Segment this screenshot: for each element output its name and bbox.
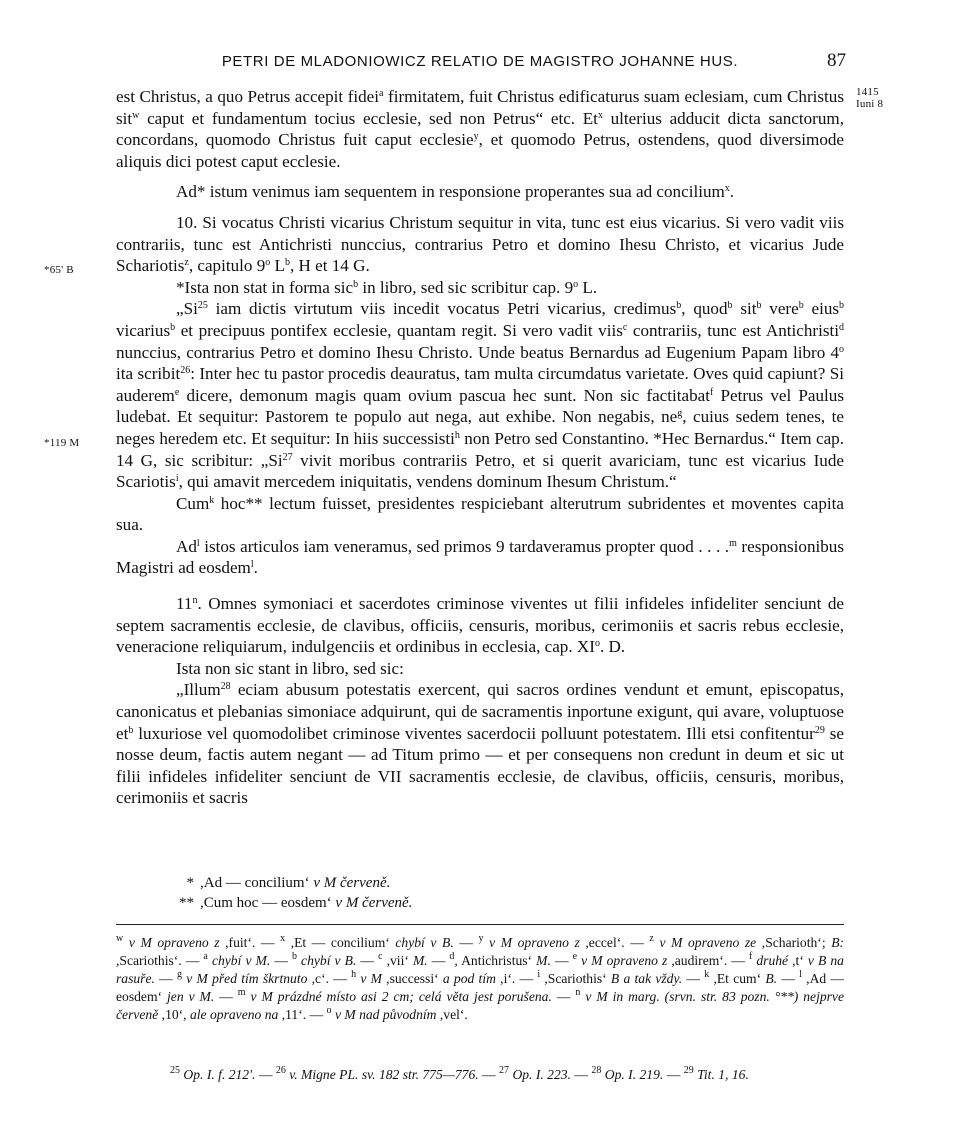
asterisk-mark: ** bbox=[179, 895, 194, 911]
running-title: PETRI DE MLADONIOWICZ RELATIO DE MAGISTRO JOHANNE HUS. bbox=[221, 53, 739, 70]
margin-date-day: Iuni 8 bbox=[856, 98, 884, 110]
paragraph-5: „Si$^{25}$ iam dictis virtutum viis incedit vocatus Petri vicarius, credimus$^b$, quod$^b$ sit$^b$ vere$^b$ eius$^b$ vicarius$^b$ et precipuus pontifex ecclesie, quantam regit. Si vero vadit viis$^c$ contrariis, tunc est Antichristi$^d$ nunccius, contrarius Petro et domino Ihesu Christo. Unde beatus Bernardus ad Eugenium Papam libro 4$^o$ ita scribit$^{26}$: Inter hec tu pastor procedis deauratus, tam multa circumdatus varietate. Oves quid capiunt? Si auderem$^e$ dicere, demonum magis quam ovium pascua hec sunt. Non sic factitabat$^f$ Petrus vel Paulus ludebat. Et sequitur: Pastorem te populo aut nega, aut exhibe. Non negabis, $ne^g$, cuius sedem tenes, te neges heredem etc. Et sequitur: In hiis successisti$^h$ non Petro sed Constantino. *Hec Bernardus.“ Item cap. 14 G, sic scribitur: „Si$^{27}$ vivit moribus contrariis Petro, et si querit avariciam, tunc est vicarius Iude Scariotis$^i$, qui amavit mercedem iniquitatis, vendens dominum Ihesum Christum.“ bbox=[116, 299, 845, 492]
asterisk-note-1 bbox=[160, 873, 760, 893]
asterisk-note-2 bbox=[160, 893, 760, 913]
source-references: $^{25}$ Op. I. f. 212'. — $^{26}$ v. Migne PL. sv. 182 str. 775—776. — $^{27}$ Op. I. 223. — $^{28}$ Op. I. 219. — $^{29}$ Tit. 1, 16. bbox=[170, 1065, 749, 1082]
asterisk-note-text: ,Ad — concilium‘ v M červeně. bbox=[200, 875, 391, 891]
asterisk-notes bbox=[160, 873, 760, 913]
margin-ref-65b: *65' B bbox=[44, 264, 74, 276]
paragraph-10: „Illum$^{28}$ eciam abusum potestatis exercent, qui sacros ordines vendunt et emunt, episcopatus, canonicatus et plebanias simoniace adquirunt, qui de sacramentis inportune exigunt, qui avare, voluptuose $et^b$ luxuriose vel quomodolibet criminose viventes sacerdocii polluunt potestatem. Illi etsi confitentur$^{29}$ se nosse deum, factis autem negant — ad Titum primo — et per consequens non credunt in deum et sic ut filii infideles infideliter senciunt de VII sacramentis ecclesie, de clavibus, officiis, censuris, moribus, cerimoniis et sacris bbox=[116, 680, 844, 808]
paragraph-1: est Christus, a quo Petrus accepit fidei$^a$ firmitatem, fuit Christus edificaturus suam eclesiam, cum Christus sit$^w$ caput et fundamentum tocius ecclesie, sed non Petrus“ etc. Et$^x$ ulterius adducit dicta sanctorum, concordans, quomodo Christus fuit caput ecclesie$^y$, et quomodo Petrus, ostendens, quod diversimode aliquis dici potest caput ecclesie. bbox=[116, 87, 845, 171]
margin-ref-119m: *119 M bbox=[44, 437, 80, 449]
paragraph-6: Cum$^k$ hoc** lectum fuisset, presidentes respiciebant alterutrum subridentes et moventes capita sua. bbox=[116, 493, 844, 535]
margin-date-year: 1415 bbox=[856, 86, 879, 98]
critical-apparatus: $^w$ v M opraveno z ,fuit‘. — $^x$ ,Et — concilium‘ chybí v B. — $^y$ v M opraveno z ,eccel‘. — $^z$ v M opraveno ze ,Scharioth‘; B: ,Scariothis‘. — $^a$ chybí v M. — $^b$ chybí v B. — $^c$ ,vii‘ M. — $^d$, Antichristus‘ M. — $^e$ v M opraveno z ,audirem‘. — $^f$ druhé ,t‘ v B na rasuře. — $^g$ v M před tím škrtnuto ,c‘. — $^h$ v M ,successi‘ a pod tím ,i‘. — $^i$ ,Scariothis‘ B a tak vždy. — $^k$ ,Et cum‘ B. — $^l$ ,Ad — eosdem‘ jen v M. — $^m$ v M prázdné místo asi 2 cm; celá věta jest porušena. — $^n$ v M in marg. (srvn. str. 83 pozn. °**) nejprve červeně ,10‘, ale opraveno na ,11‘. — $^o$ v M nad původním ,vel‘. bbox=[116, 933, 845, 1022]
paragraph-7: Ad$^l$ istos articulos iam veneramus, sed primos 9 tardaveramus propter quod . . . .$^m$ responsionibus Magistri ad eosdem$^l$. bbox=[116, 536, 844, 578]
paragraph-3: 10. Si vocatus Christi vicarius Christum sequitur in vita, tunc est eius vicarius. Si vero vadit viis contrariis, tunc est Antichristi nunccius, contrarius Petro et domino Ihesu Christo, et vicarius Jude Schariotis$^z$, capitulo 9$^o$ $L^b$, H et 14 G. bbox=[116, 212, 844, 276]
paragraph-4: *Ista non stat in forma sic$^b$ in libro, sed sic scribitur cap. 9$^o$ L. bbox=[176, 277, 598, 297]
paragraph-2: Ad* istum venimus iam sequentem in responsione properantes sua ad concilium$^x$. bbox=[176, 182, 735, 202]
page-header bbox=[116, 50, 844, 76]
paragraph-9: Ista non sic stant in libro, sed sic: bbox=[176, 658, 404, 678]
page-number: 87 bbox=[827, 50, 846, 71]
footnote-rule bbox=[116, 924, 844, 925]
margin-date bbox=[856, 86, 916, 110]
asterisk-mark: * bbox=[186, 875, 194, 891]
main-text bbox=[116, 86, 844, 809]
paragraph-8: 11$^n$. Omnes symoniaci et sacerdotes criminose viventes ut filii infideles infideliter senciunt de septem sacramentis ecclesie, de clavibus, officiis, censuris, moribus, cerimoniis et sacris rebus ecclesie, veneracione reliquiarum, indulgenciis et ordinibus in ecclesia, cap. $XI^o$. D. bbox=[116, 594, 844, 657]
asterisk-note-text: ,Cum hoc — eosdem‘ v M červeně. bbox=[200, 895, 413, 911]
